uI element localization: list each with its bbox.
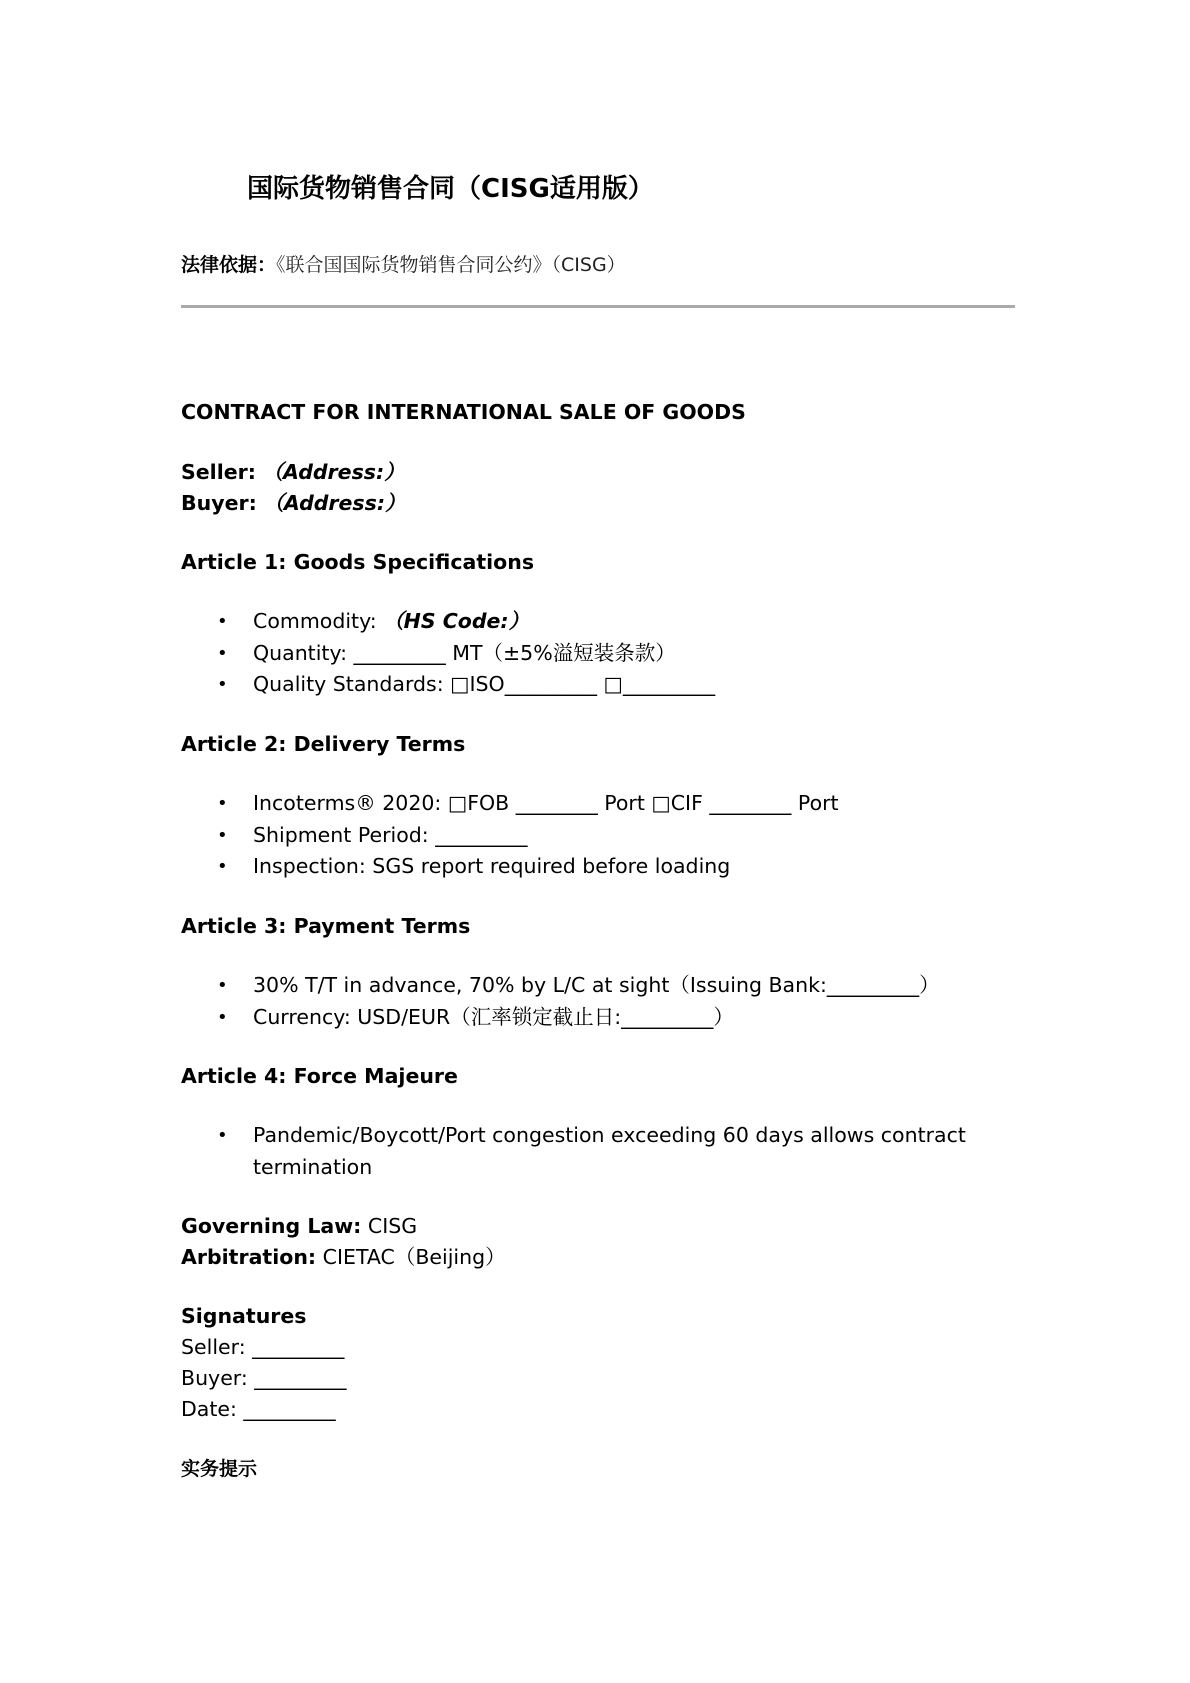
legal-basis bbox=[181, 250, 626, 277]
bullet-icon: • bbox=[217, 674, 228, 695]
contract-heading: CONTRACT FOR INTERNATIONAL SALE OF GOODS bbox=[181, 400, 746, 424]
list-item bbox=[181, 669, 715, 701]
bullet-icon: • bbox=[217, 856, 228, 877]
governing-law-value: CISG bbox=[361, 1214, 418, 1238]
legal-basis-label: 法律依据： bbox=[181, 254, 277, 276]
governing-law-line bbox=[181, 1214, 417, 1239]
governing-law-label: Governing Law: bbox=[181, 1214, 362, 1238]
practice-tips-heading: 实务提示 bbox=[181, 1458, 258, 1480]
bullet-icon: • bbox=[217, 642, 228, 664]
list-item bbox=[181, 1002, 940, 1034]
quantity-text: Quantity: _________ MT（±5%溢短装条款） bbox=[253, 640, 676, 665]
horizontal-divider bbox=[181, 305, 1015, 308]
article3-list bbox=[181, 970, 940, 1033]
incoterms-text: Incoterms® 2020: □FOB ________ Port □CIF ________ Port bbox=[253, 791, 839, 815]
buyer-label: Buyer: bbox=[181, 491, 257, 515]
currency-text: Currency: USD/EUR（汇率锁定截止日:_________） bbox=[253, 1004, 734, 1029]
bullet-icon: • bbox=[217, 824, 228, 846]
date-line: Date: _________ bbox=[181, 1397, 336, 1421]
article4-list bbox=[181, 1120, 1015, 1183]
list-item bbox=[181, 851, 839, 883]
document-title: 国际货物销售合同（CISG适用版） bbox=[247, 174, 654, 204]
list-item bbox=[181, 788, 839, 820]
bullet-icon: • bbox=[217, 611, 228, 632]
seller-signature-line: Seller: _________ bbox=[181, 1335, 345, 1359]
commodity-label: Commodity: bbox=[253, 609, 384, 633]
seller-line bbox=[181, 460, 405, 485]
arbitration-line bbox=[181, 1245, 506, 1270]
inspection-text: Inspection: SGS report required before loading bbox=[253, 854, 731, 878]
hs-code: （HS Code:） bbox=[383, 609, 530, 633]
bullet-icon: • bbox=[217, 1006, 228, 1028]
arbitration-value: CIETAC（Beijing） bbox=[316, 1245, 506, 1269]
buyer-address: （Address:） bbox=[263, 491, 406, 515]
list-item bbox=[181, 606, 715, 638]
force-majeure-text: Pandemic/Boycott/Port congestion exceeding 60 days allows contract termination bbox=[253, 1123, 966, 1179]
article4-heading: Article 4: Force Majeure bbox=[181, 1064, 458, 1088]
legal-basis-value: 《联合国国际货物销售合同公约》（CISG） bbox=[276, 254, 626, 276]
quality-text: Quality Standards: □ISO_________ □_________ bbox=[253, 672, 716, 696]
payment-split-text: 30% T/T in advance, 70% by L/C at sight（Issuing Bank:_________） bbox=[253, 973, 940, 997]
arbitration-label: Arbitration: bbox=[181, 1245, 317, 1269]
seller-label: Seller: bbox=[181, 460, 256, 484]
article3-heading: Article 3: Payment Terms bbox=[181, 914, 471, 938]
list-item bbox=[181, 1120, 1015, 1183]
article2-list bbox=[181, 788, 839, 883]
article1-list bbox=[181, 606, 715, 701]
buyer-line bbox=[181, 491, 406, 516]
bullet-icon: • bbox=[217, 975, 228, 996]
list-item bbox=[181, 638, 715, 670]
shipment-period-text: Shipment Period: _________ bbox=[253, 822, 528, 847]
seller-address: （Address:） bbox=[262, 460, 405, 484]
article1-heading: Article 1: Goods Specifications bbox=[181, 550, 535, 574]
bullet-icon: • bbox=[217, 793, 228, 814]
list-item bbox=[181, 820, 839, 852]
bullet-icon: • bbox=[217, 1125, 228, 1146]
article2-heading: Article 2: Delivery Terms bbox=[181, 732, 466, 756]
buyer-signature-line: Buyer: _________ bbox=[181, 1366, 347, 1390]
list-item bbox=[181, 970, 940, 1002]
signatures-heading: Signatures bbox=[181, 1304, 307, 1328]
